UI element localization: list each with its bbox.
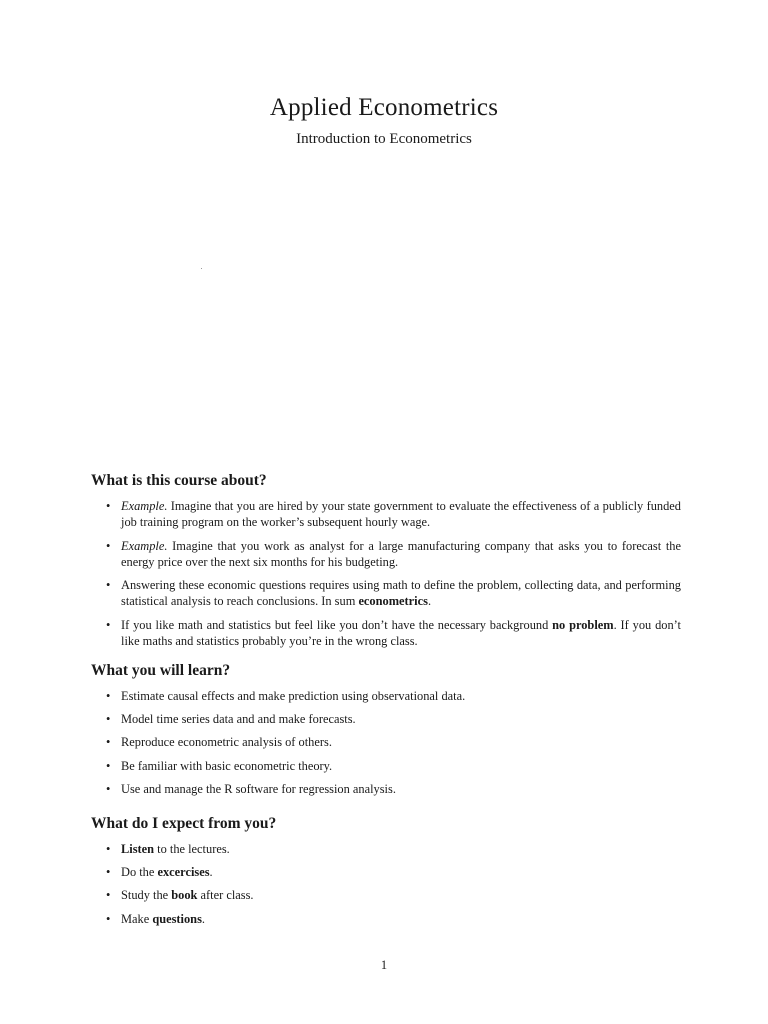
list-item-text: Make xyxy=(121,911,153,926)
list-item xyxy=(91,734,681,750)
list-item-tail: . xyxy=(201,911,206,926)
list-item-text: Reproduce econometric analysis of others. xyxy=(121,735,332,750)
list-item xyxy=(91,758,681,774)
list-item xyxy=(91,864,681,880)
list-item-text: Answering these economic questions requires using math to define the problem, collecting data, and performing statistical analysis to reach conclusions. In sum xyxy=(121,578,681,608)
list-item xyxy=(91,911,681,927)
list-item-text: Imagine that you are hired by your state government to evaluate the effectiveness of a publicly funded job training program on the worker’s subsequent hourly wage. xyxy=(121,499,681,529)
bullet-icon: • xyxy=(106,617,111,632)
page-number: 1 xyxy=(380,958,388,972)
list-item-text: Model time series data and and make forecasts. xyxy=(121,712,356,727)
document-subtitle: Introduction to Econometrics xyxy=(296,131,472,147)
section-what-you-learn xyxy=(91,661,681,804)
scan-speck xyxy=(201,268,202,269)
list-item-text: Use and manage the R software for regression analysis. xyxy=(121,781,396,796)
list-item-text: Be familiar with basic econometric theory. xyxy=(121,758,333,773)
emphasis-text: no problem xyxy=(552,617,614,632)
bullet-icon: • xyxy=(106,578,111,592)
bullet-icon: • xyxy=(106,781,111,796)
bullet-icon: • xyxy=(106,689,111,703)
list-item xyxy=(91,887,681,903)
bullet-icon: • xyxy=(106,911,111,926)
bullet-list xyxy=(91,841,681,927)
list-item xyxy=(91,711,681,727)
emphasis-text: questions xyxy=(152,911,202,926)
list-item-text: Study the xyxy=(121,888,172,903)
list-item-tail: to the lectures. xyxy=(154,842,230,856)
section-expectations xyxy=(91,814,681,934)
list-item xyxy=(91,538,681,570)
bullet-icon: • xyxy=(106,842,111,856)
bullet-list xyxy=(91,498,681,649)
emphasis-text: excercises xyxy=(157,865,210,880)
bullet-icon: • xyxy=(106,865,111,880)
list-item-text: Imagine that you work as analyst for a large manufacturing company that asks you to forecast the energy price over the next six months for his budgeting. xyxy=(121,538,681,569)
list-item xyxy=(91,841,681,857)
section-heading: What do I expect from you? xyxy=(91,815,277,832)
bullet-icon: • xyxy=(106,758,111,773)
list-item-tail: after class. xyxy=(197,888,254,903)
bullet-list xyxy=(91,688,681,797)
example-label: Example. xyxy=(121,538,168,553)
bullet-icon: • xyxy=(106,712,111,727)
emphasis-text: econometrics xyxy=(358,594,428,608)
bullet-icon: • xyxy=(106,888,111,903)
list-item xyxy=(91,577,681,609)
list-item xyxy=(91,617,681,649)
bullet-icon: • xyxy=(106,499,111,513)
emphasis-text: book xyxy=(171,888,198,903)
bullet-icon: • xyxy=(106,538,111,553)
list-item-tail: . xyxy=(209,865,213,880)
section-heading: What is this course about? xyxy=(91,472,267,489)
list-item-tail: . If you don’t like maths and statistics probably you’re in the wrong class. xyxy=(121,617,681,648)
list-item-tail: . xyxy=(427,594,432,608)
section-heading: What you will learn? xyxy=(91,662,231,679)
list-item xyxy=(91,498,681,530)
list-item xyxy=(91,781,681,797)
list-item-text: If you like math and statistics but feel like you don’t have the necessary background xyxy=(121,617,553,632)
document-title: Applied Econometrics xyxy=(269,94,499,121)
list-item-text: Estimate causal effects and make prediction using observational data. xyxy=(121,689,466,703)
section-course-about xyxy=(91,471,681,656)
list-item xyxy=(91,688,681,704)
emphasis-text: Listen xyxy=(121,842,155,856)
list-item-text: Do the xyxy=(121,865,158,880)
bullet-icon: • xyxy=(106,735,111,750)
example-label: Example. xyxy=(121,499,168,513)
